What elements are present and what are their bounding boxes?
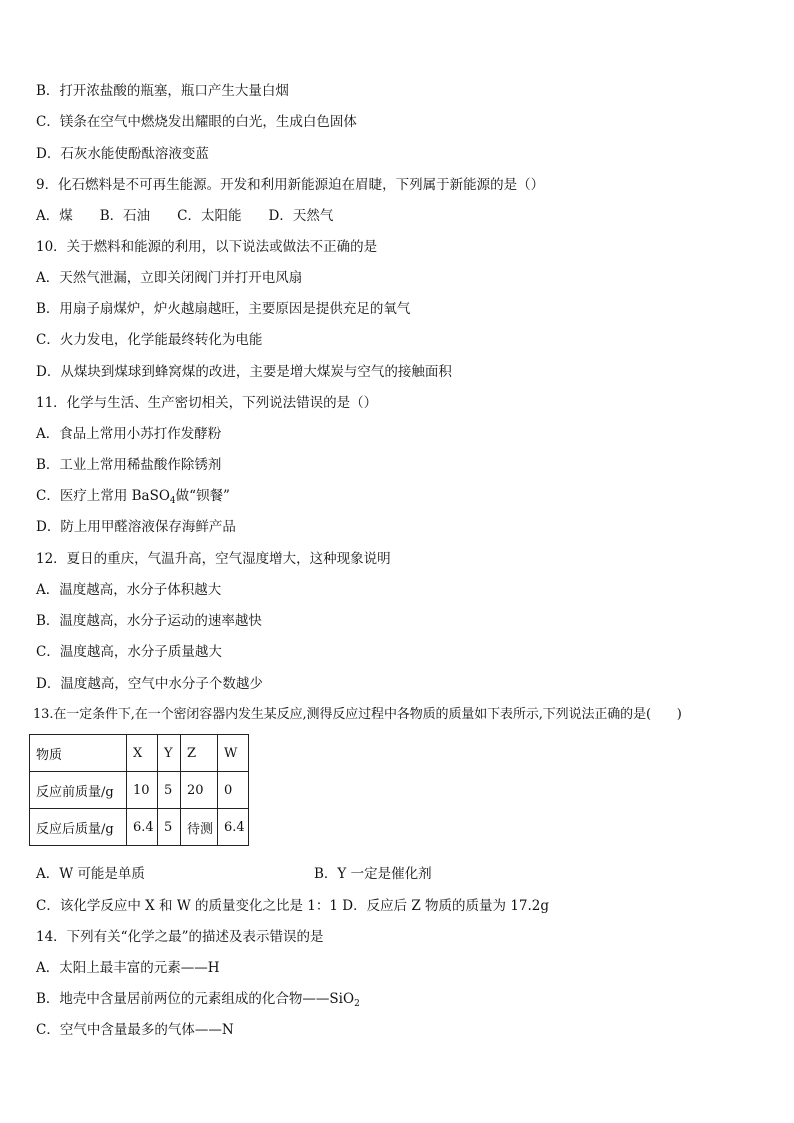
q11-option-c-subscript: 4 <box>169 496 176 506</box>
q12-option-b: B．温度越高，水分子运动的速率越快 <box>36 613 262 629</box>
mass-table <box>29 734 249 846</box>
q13-stem: 13.在一定条件下,在一个密闭容器内发生某反应,测得反应过程中各物质的质量如下表所示,下列说法正确的是( ) <box>33 707 682 722</box>
q13-option-cd: C．该化学反应中 X 和 W 的质量变化之比是 1：1 D．反应后 Z 物质的质量为 17.2g <box>36 898 550 914</box>
table-cell: 5 <box>158 809 181 846</box>
table-cell: 6.4 <box>127 809 158 846</box>
q12-option-c: C．温度越高，水分子质量越大 <box>36 644 222 660</box>
q11-option-d: D．防上用甲醛溶液保存海鲜产品 <box>36 519 236 535</box>
table-header-cell: X <box>127 735 158 772</box>
table-cell: 10 <box>127 772 158 809</box>
table-cell: 0 <box>218 772 249 809</box>
q11-option-c-text-end: 做“钡餐” <box>175 488 230 504</box>
q14-option-b-subscript: 2 <box>354 999 360 1009</box>
table-row <box>30 809 249 846</box>
table-cell: 20 <box>181 772 218 809</box>
q9-options: A．煤 B．石油 C．太阳能 D．天然气 <box>36 208 334 224</box>
q14-option-c: C．空气中含量最多的气体——N <box>36 1022 234 1038</box>
q11-option-c-text: C．医疗上常用 BaSO <box>36 488 170 504</box>
q10-option-c: C．火力发电，化学能最终转化为电能 <box>36 332 263 348</box>
table-cell: 6.4 <box>218 809 249 846</box>
q13-option-a: A．W 可能是单质 <box>36 866 145 882</box>
table-cell: 待测 <box>181 809 218 846</box>
table-header-cell: 物质 <box>30 735 127 772</box>
q14-option-b-text: B．地壳中含量居前两位的元素组成的化合物——SiO <box>36 991 355 1007</box>
q11-option-c <box>36 487 230 510</box>
table-header-cell: W <box>218 735 249 772</box>
q10-option-a: A．天然气泄漏，立即关闭阀门并打开电风扇 <box>36 270 303 286</box>
q14-stem: 14．下列有关“化学之最”的描述及表示错误的是 <box>36 929 324 945</box>
q14-option-a: A．太阳上最丰富的元素——H <box>36 960 220 976</box>
q12-stem: 12．夏日的重庆，气温升高，空气湿度增大，这种现象说明 <box>36 551 391 567</box>
table-cell: 5 <box>158 772 181 809</box>
table-row <box>30 772 249 809</box>
q10-option-d: D．从煤块到煤球到蜂窝煤的改进，主要是增大煤炭与空气的接触面积 <box>36 364 452 380</box>
q13-option-b: B．Y 一定是催化剂 <box>314 866 432 882</box>
q9-stem: 9．化石燃料是不可再生能源。开发和利用新能源迫在眉睫，下列属于新能源的是（） <box>36 177 545 193</box>
table-cell: 反应后质量/g <box>30 809 127 846</box>
q12-option-a: A．温度越高，水分子体积越大 <box>36 582 222 598</box>
q12-option-d: D．温度越高，空气中水分子个数越少 <box>36 676 263 692</box>
table-header-cell: Y <box>158 735 181 772</box>
q11-option-a: A．食品上常用小苏打作发酵粉 <box>36 426 222 442</box>
q11-stem: 11．化学与生活、生产密切相关，下列说法错误的是（） <box>36 395 378 411</box>
q14-option-b <box>36 990 360 1013</box>
table-header-cell: Z <box>181 735 218 772</box>
q10-option-b: B．用扇子扇煤炉，炉火越扇越旺，主要原因是提供充足的氧气 <box>36 301 411 317</box>
q11-option-b: B．工业上常用稀盐酸作除锈剂 <box>36 457 222 473</box>
table-header-row <box>30 735 249 772</box>
table-cell: 反应前质量/g <box>30 772 127 809</box>
q8-option-b: B．打开浓盐酸的瓶塞，瓶口产生大量白烟 <box>36 83 289 99</box>
q8-option-c: C．镁条在空气中燃烧发出耀眼的白光，生成白色固体 <box>36 114 357 130</box>
q8-option-d: D．石灰水能使酚酞溶液变蓝 <box>36 146 209 162</box>
q10-stem: 10．关于燃料和能源的利用，以下说法或做法不正确的是 <box>36 239 378 255</box>
